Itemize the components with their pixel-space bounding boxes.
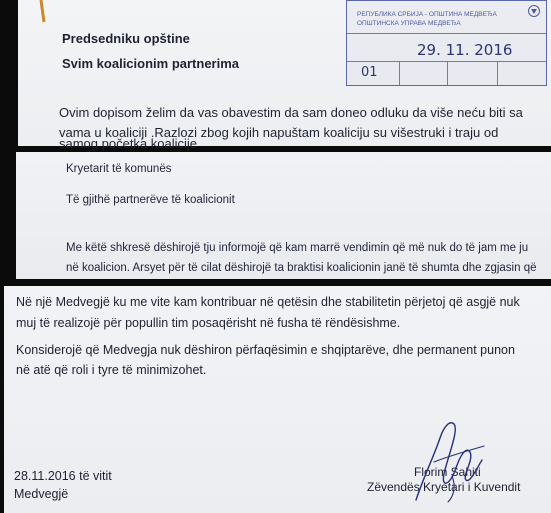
cut-off-text: samog početka koalicije	[59, 136, 198, 151]
paragraph-line: në atë që roli i tyre të minimizohet.	[16, 363, 207, 377]
recipient-mayor: Predsedniku opštine	[62, 31, 190, 46]
letter-place: Medvegjë	[14, 487, 69, 501]
paragraph-line: muj të realizojë për popullin tim posaqërisht në fusha të rëndësishme.	[16, 316, 401, 330]
paragraph-line: Në një Medvegjë ku me vite kam kontribuar në qetësin dhe stabilitetin përjetoj që asgjë nuk	[16, 295, 520, 309]
registry-stamp	[346, 0, 547, 86]
document-section-albanian-body	[4, 286, 551, 513]
signer-title: Zëvendës Kryetari i Kuvendit	[367, 480, 521, 494]
document-section-serbian	[18, 0, 551, 151]
recipient-mayor: Kryetarit të komunës	[66, 163, 172, 175]
signer-name: Florim Sahiti	[414, 465, 481, 479]
handwritten-signature	[404, 416, 494, 506]
stamp-subheader: ОПШТИНСКА УПРАВА МЕДВЕЂА	[357, 20, 461, 27]
recipient-partners: Svim koalicionim partnerima	[62, 56, 240, 71]
stamp-number: 01	[361, 65, 378, 80]
pen-mark	[38, 0, 46, 22]
paragraph-line: Me këtë shkresë dëshirojë tju informojë që kam marrë vendimin që më nuk do të jam me ju	[66, 242, 529, 254]
document-section-albanian-header	[16, 152, 551, 279]
coat-of-arms-icon	[527, 4, 541, 18]
stamp-date: 29. 11. 2016	[417, 41, 513, 59]
paragraph-line: Ovim dopisom želim da vas obavestim da sam doneo odluku da više neću biti sa	[59, 105, 523, 120]
letter-date: 28.11.2016 të vitit	[14, 469, 112, 483]
stamp-header: РЕПУБЛИКА СРБИЈА - ОПШТИНА МЕДВЕЂА	[357, 11, 497, 18]
paragraph-line: vama u koaliciji .Razlozi zbog kojih napuštam koaliciju su višestruki i traju od	[59, 125, 499, 140]
paragraph-line: Konsiderojë që Medvegja nuk dëshiron përfaqësimin e shqiptarëve, dhe permanent punon	[16, 343, 515, 357]
recipient-partners: Të gjithë partnerëve të koalicionit	[66, 194, 235, 206]
paragraph-line: në koalicion. Arsyet për të cilat dëshirojë ta braktisi koalicionin janë të shumta dhe zgjasin që	[66, 262, 537, 274]
